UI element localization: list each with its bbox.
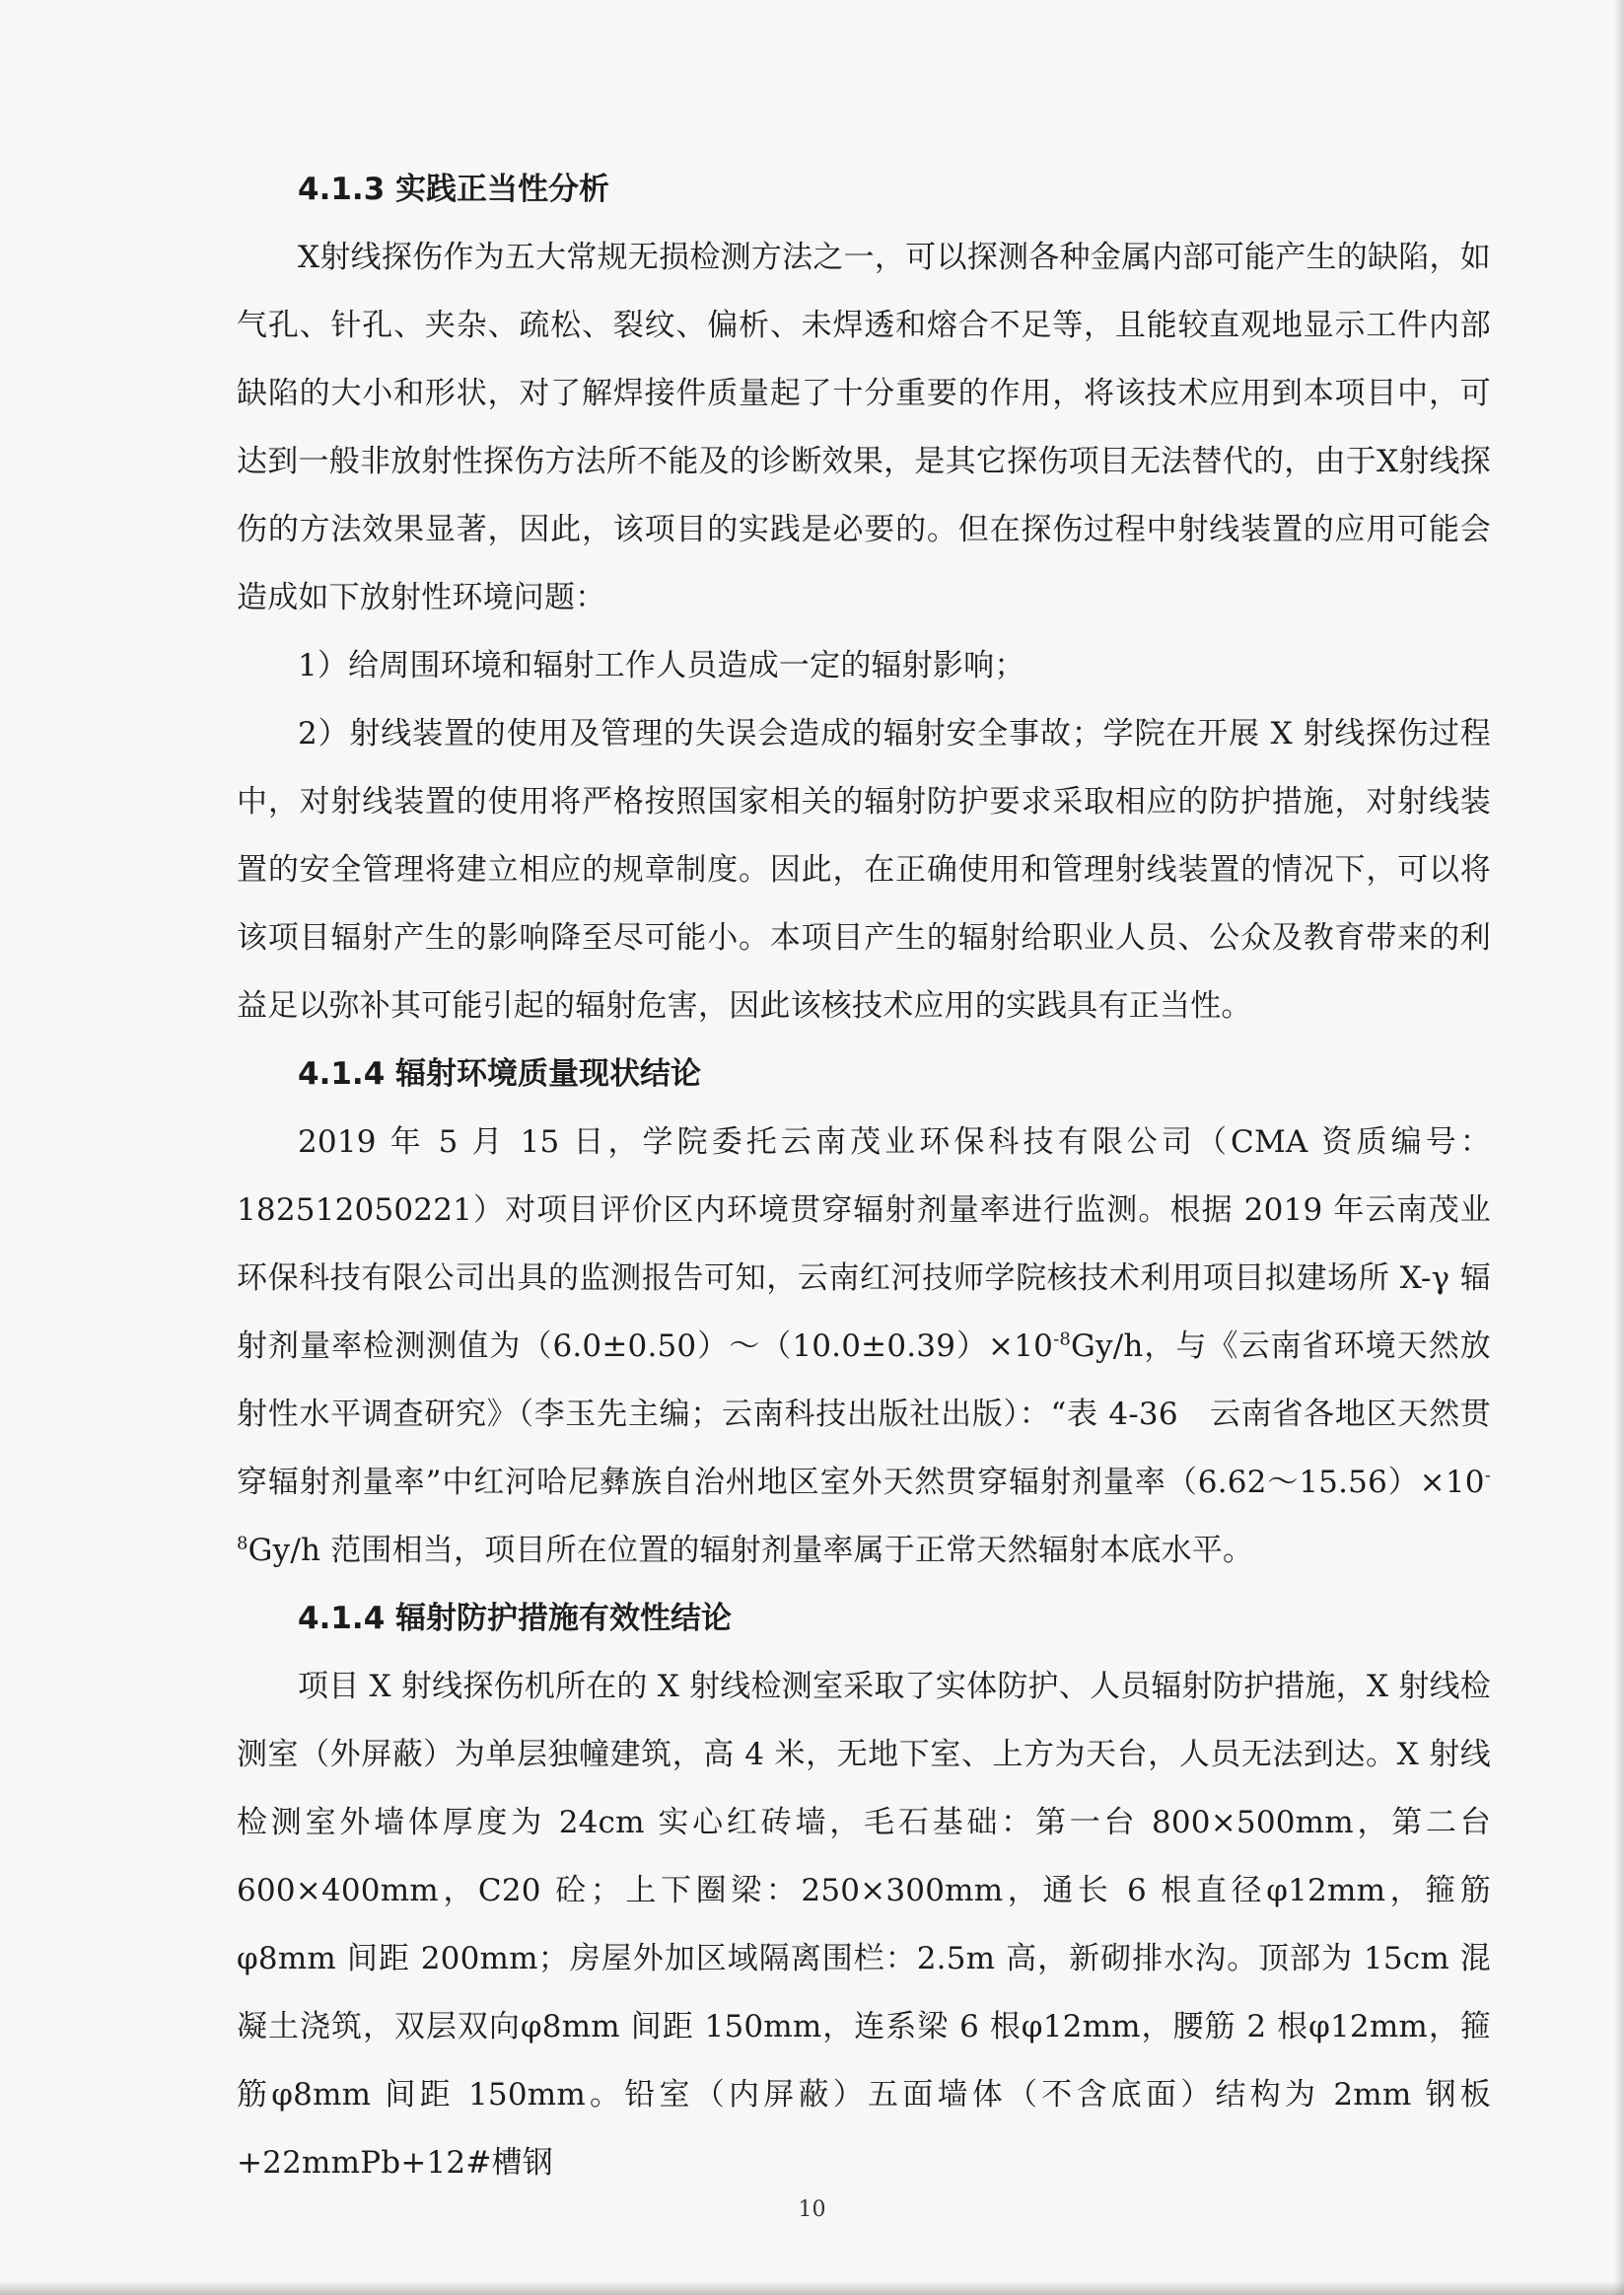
- scan-edge-bottom: [0, 2281, 1624, 2295]
- superscript-exponent: -8: [1053, 1328, 1072, 1350]
- paragraph-practice-justification: X射线探伤作为五大常规无损检测方法之一，可以探测各种金属内部可能产生的缺陷，如气孔、针孔、夹杂、疏松、裂纹、偏析、未焊透和熔合不足等，且能较直观地显示工件内部缺陷的大小和形状，对了解焊接件质量起了十分重要的作用，将该技术应用到本项目中，可达到一般非放射性探伤方法所不能及的诊断效果，是其它探伤项目无法替代的，由于X射线探伤的方法效果显著，因此，该项目的实践是必要的。但在探伤过程中射线装置的应用可能会造成如下放射性环境问题：: [237, 240, 1491, 615]
- text-fragment: Gy/h 范围相当，项目所在位置的辐射剂量率属于正常天然辐射本底水平。: [247, 1533, 1254, 1568]
- section-heading-practice-justification: 4.1.3 实践正当性分析: [298, 172, 610, 207]
- text-fragment: Gy/h，与《云南省环境天然放射性水平调查研究》（李玉先主编；云南科技出版社出版）：“表 4-36 云南省各地区天然贯穿辐射剂量率”中红河哈尼彝族自治州地区室外天然贯穿辐射剂量率（6.62～15.56）×10: [237, 1328, 1492, 1500]
- list-item-1: 1）给周围环境和辐射工作人员造成一定的辐射影响；: [298, 648, 1025, 683]
- section-heading-protection-measures: 4.1.4 辐射防护措施有效性结论: [298, 1601, 733, 1636]
- page-content: [237, 156, 1491, 2197]
- page-number: 10: [798, 2197, 826, 2222]
- paragraph-environment-quality: [237, 1109, 1491, 1585]
- text-fragment: 2019 年 5 月 15 日，学院委托云南茂业环保科技有限公司（CMA 资质编号：182512050221）对项目评价区内环境贯穿辐射剂量率进行监测。根据 2019 年云南茂业环保科技有限公司出具的监测报告可知，云南红河技师学院核技术利用项目拟建场所 X-γ 辐射剂量率检测测值为（6.0±0.50）～（10.0±0.39）×10: [237, 1124, 1491, 1364]
- section-heading-environment-quality: 4.1.4 辐射环境质量现状结论: [298, 1056, 702, 1092]
- paragraph-protection-measures: 项目 X 射线探伤机所在的 X 射线检测室采取了实体防护、人员辐射防护措施，X 射线检测室（外屏蔽）为单层独幢建筑，高 4 米，无地下室、上方为天台，人员无法到达。X 射线检测室外墙体厚度为 24cm 实心红砖墙，毛石基础：第一台 800×500mm，第二台 600×400mm，C20 砼；上下圈梁：250×300mm，通长 6 根直径φ12mm，箍筋φ8mm 间距 200mm；房屋外加区域隔离围栏：2.5m 高，新砌排水沟。顶部为 15cm 混凝土浇筑，双层双向φ8mm 间距 150mm，连系梁 6 根φ12mm，腰筋 2 根φ12mm，箍筋φ8mm 间距 150mm。铅室（内屏蔽）五面墙体（不含底面）结构为 2mm 钢板+22mmPb+12#槽钢: [237, 1669, 1491, 2181]
- list-item-2: 2）射线装置的使用及管理的失误会造成的辐射安全事故；学院在开展 X 射线探伤过程中，对射线装置的使用将严格按照国家相关的辐射防护要求采取相应的防护措施，对射线装置的安全管理将建立相应的规章制度。因此，在正确使用和管理射线装置的情况下，可以将该项目辐射产生的影响降至尽可能小。本项目产生的辐射给职业人员、公众及教育带来的利益足以弥补其可能引起的辐射危害，因此该核技术应用的实践具有正当性。: [237, 716, 1491, 1024]
- superscript-exponent: -8: [237, 1465, 1491, 1554]
- scan-edge-shadow: [1614, 0, 1624, 2295]
